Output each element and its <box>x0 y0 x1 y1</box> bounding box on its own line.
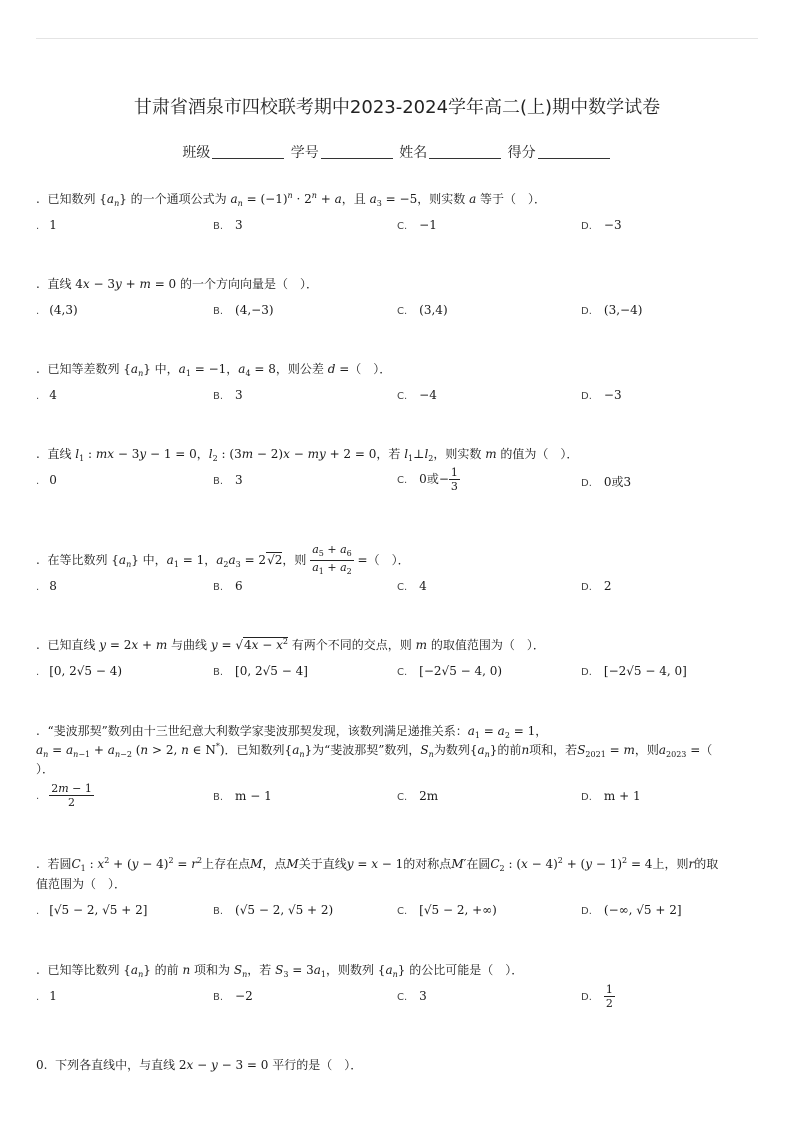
q7-option-d[interactable]: D. m + 1 <box>581 789 641 803</box>
question-10: 0. 下列各直线中，与直线 2x − y − 3 = 0 平行的是（ ）． <box>36 1058 363 1072</box>
q8-option-c[interactable]: C. [√5 − 2, +∞) <box>397 903 497 917</box>
q6-option-d[interactable]: D. [−2√5 − 4, 0] <box>581 664 687 678</box>
question-8-line-2: 值范围为（ ）． <box>36 877 127 891</box>
q4-option-b[interactable]: B. 3 <box>213 473 243 487</box>
q8-option-b[interactable]: B. (√5 − 2, √5 + 2) <box>213 903 334 917</box>
question-9: . 已知等比数列 $\{a_n\}$ 的前 n 项和为 $S_n$，若 $S_3 = 3a_1$，则数列 $\{a_n\}$ 的公比可能是（ ）． <box>36 963 524 979</box>
question-7-line-2: $a_n = a_{n-1} + a_{n-2}$ (n > 2, n ∈ N*)．已知数列$\{a_n\}$为“斐波那契”数列，$S_n$为数列$\{a_n\}$的前n项和，若$S_{2021} = m$，则$a_{2023}$ =（ <box>36 742 713 759</box>
question-2: . 直线 4x − 3y + m = 0 的一个方向向量是（ ）． <box>36 277 319 291</box>
q1-option-a[interactable]: . 1 <box>36 218 57 232</box>
q6-option-b[interactable]: B. [0, 2√5 − 4] <box>213 664 308 678</box>
q9-option-b[interactable]: B. −2 <box>213 989 253 1003</box>
q8-option-a[interactable]: . [√5 − 2, √5 + 2] <box>36 903 148 917</box>
question-7-line-3: ）． <box>36 762 55 776</box>
q5-option-b[interactable]: B. 6 <box>213 579 243 593</box>
q7-option-c[interactable]: C. 2m <box>397 789 439 803</box>
q8-option-d[interactable]: D. (−∞, √5 + 2] <box>581 903 682 917</box>
q1-option-c[interactable]: C. −1 <box>397 218 437 232</box>
q6-option-c[interactable]: C. [−2√5 − 4, 0) <box>397 664 503 678</box>
q2-option-d[interactable]: D. (3,−4) <box>581 303 643 317</box>
question-7-line-1: . “斐波那契”数列由十三世纪意大利数学家斐波那契发现，该数列满足递推关系：$a_1 = a_2 = 1$， <box>36 724 548 740</box>
question-4: . 直线 $l_1$ : mx − 3y − 1 = 0，$l_2$ : (3m − 2)x − my + 2 = 0，若 $l_1\perp l_2$，则实数 m 的值为（ ）． <box>36 447 579 463</box>
q1-option-b[interactable]: B. 3 <box>213 218 243 232</box>
top-divider <box>36 38 758 39</box>
q3-option-d[interactable]: D. −3 <box>581 388 622 402</box>
q6-option-a[interactable]: . [0, 2√5 − 4) <box>36 664 123 678</box>
q9-option-a[interactable]: . 1 <box>36 989 57 1003</box>
question-5: . 在等比数列 $\{a_n\}$ 中，$a_1 = 1$，$a_2a_3 = 2√2$，则 $\frac{a_5 + a_6}{a_1 + a_2}$ =（ ）． <box>36 543 410 576</box>
q9-option-c[interactable]: C. 3 <box>397 989 427 1003</box>
q2-option-b[interactable]: B. (4,−3) <box>213 303 274 317</box>
name-blank[interactable] <box>429 158 501 159</box>
q7-option-b[interactable]: B. m − 1 <box>213 789 272 803</box>
page-title: 甘肃省酒泉市四校联考期中2023-2024学年高二(上)期中数学试卷 <box>133 97 661 118</box>
q3-option-b[interactable]: B. 3 <box>213 388 243 402</box>
field-number: 学号 <box>290 145 319 161</box>
q2-option-a[interactable]: . (4,3) <box>36 303 78 317</box>
field-name: 姓名 <box>399 145 428 161</box>
q3-option-c[interactable]: C. −4 <box>397 388 437 402</box>
class-blank[interactable] <box>212 158 284 159</box>
q1-option-d[interactable]: D. −3 <box>581 218 622 232</box>
q4-option-a[interactable]: . 0 <box>36 473 57 487</box>
q9-option-d[interactable]: D. $\frac{1}{2}$ <box>581 983 613 1010</box>
q2-option-c[interactable]: C. (3,4) <box>397 303 448 317</box>
question-8-line-1: . 若圆$C_1$ : $x^2 + (y - 4)^2 = r^2$上存在点M，点M关于直线y = x − 1的对称点M′在圆$C_2$ : $(x - 4)^2 + (y - 1)^2 = 4$上，则r的取 <box>36 856 719 873</box>
number-blank[interactable] <box>321 158 393 159</box>
q5-option-d[interactable]: D. 2 <box>581 579 612 593</box>
q4-option-c[interactable]: C. 0或− $\frac{1}{3}$ <box>397 466 458 493</box>
field-score: 得分 <box>507 145 536 161</box>
question-6: . 已知直线 y = 2x + m 与曲线 $y = √4x - x^2$ 有两个不同的交点，则 m 的取值范围为（ ）． <box>36 637 545 652</box>
question-1: . 已知数列 $\{a_n\}$ 的一个通项公式为 $a_n = (-1)^n \cdot 2^n + a$，且 $a_3 = -5$，则实数 a 等于（ ）． <box>36 191 547 208</box>
score-blank[interactable] <box>538 158 610 159</box>
student-info-line <box>0 142 794 162</box>
q7-option-a[interactable]: . $\frac{2m - 1}{2}$ <box>36 782 92 809</box>
question-3: . 已知等差数列 $\{a_n\}$ 中，$a_1 = -1$，$a_4 = 8$，则公差 d =（ ）． <box>36 362 392 378</box>
q4-option-d[interactable]: D. 0或3 <box>581 475 632 489</box>
field-class: 班级 <box>182 145 211 161</box>
q5-option-c[interactable]: C. 4 <box>397 579 427 593</box>
q5-option-a[interactable]: . 8 <box>36 579 57 593</box>
q3-option-a[interactable]: . 4 <box>36 388 57 402</box>
